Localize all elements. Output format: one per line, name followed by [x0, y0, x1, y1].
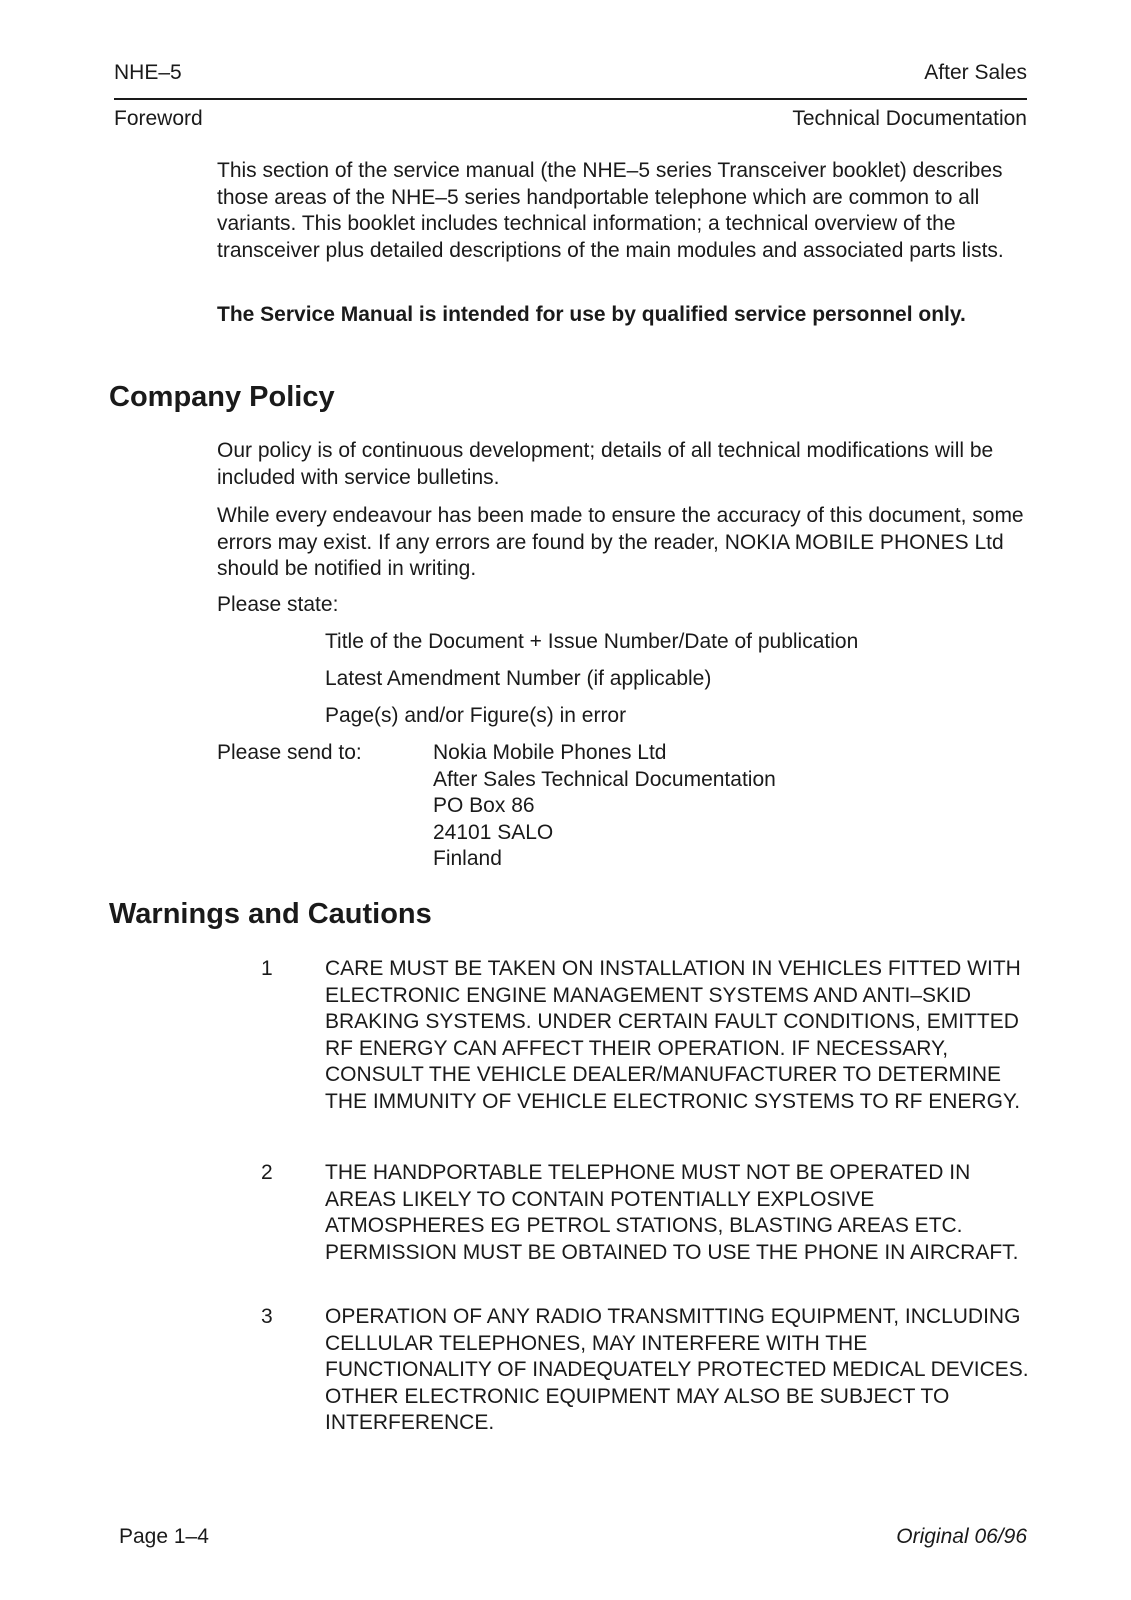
header-department: After Sales: [924, 61, 1027, 84]
company-policy-heading: Company Policy: [109, 381, 335, 413]
warning-text: THE HANDPORTABLE TELEPHONE MUST NOT BE OPERATED IN AREAS LIKELY TO CONTAIN POTENTIALLY EXPLOSIVE ATMOSPHERES EG PETROL STATIONS, BLASTING AREAS ETC. PERMISSION MUST BE OBTAINED TO USE THE PHONE IN AIRCRAFT.: [325, 1161, 1019, 1264]
warnings-heading: Warnings and Cautions: [109, 898, 432, 930]
address-line: PO Box 86: [433, 794, 535, 817]
state-item: Latest Amendment Number (if applicable): [325, 667, 712, 690]
intro-paragraph: This section of the service manual (the NHE–5 series Transceiver booklet) describes those areas of the NHE–5 series handportable telephone which are common to all variants. This booklet includes technical information; a technical overview of the transceiver plus detailed descriptions of the main modules and associated parts lists.: [217, 159, 1004, 262]
warning-text: OPERATION OF ANY RADIO TRANSMITTING EQUIPMENT, INCLUDING CELLULAR TELEPHONES, MAY INTERFERE WITH THE FUNCTIONALITY OF INADEQUATELY PROTECTED MEDICAL DEVICES. OTHER ELECTRONIC EQUIPMENT MAY ALSO BE SUBJECT TO INTERFERENCE.: [325, 1305, 1029, 1434]
warning-text: CARE MUST BE TAKEN ON INSTALLATION IN VEHICLES FITTED WITH ELECTRONIC ENGINE MANAGEMENT SYSTEMS AND ANTI–SKID BRAKING SYSTEMS. UNDER CERTAIN FAULT CONDITIONS, EMITTED RF ENERGY CAN AFFECT THEIR OPERATION. IF NECESSARY, CONSULT THE VEHICLE DEALER/MANUFACTURER TO DETERMINE THE IMMUNITY OF VEHICLE ELECTRONIC SYSTEMS TO RF ENERGY.: [325, 957, 1021, 1113]
address-line: Nokia Mobile Phones Ltd: [433, 741, 667, 764]
warning-number: 1: [261, 957, 273, 980]
footer-page-number: Page 1–4: [119, 1525, 209, 1548]
header-section: Foreword: [114, 107, 203, 130]
header-doc-type: Technical Documentation: [792, 107, 1027, 130]
intro-notice: The Service Manual is intended for use by qualified service personnel only.: [217, 303, 966, 326]
header-rule: [114, 98, 1027, 100]
policy-paragraph-2: While every endeavour has been made to ensure the accuracy of this document, some errors may exist. If any errors are found by the reader, NOKIA MOBILE PHONES Ltd should be notified in writing.: [217, 504, 1024, 580]
mailing-address: [433, 740, 776, 873]
state-item: Title of the Document + Issue Number/Date of publication: [325, 630, 859, 653]
warning-number: 2: [261, 1161, 273, 1184]
address-line: 24101 SALO: [433, 820, 554, 844]
state-item: Page(s) and/or Figure(s) in error: [325, 704, 627, 727]
header-model: NHE–5: [114, 61, 182, 84]
warning-number: 3: [261, 1305, 273, 1328]
send-to-label: Please send to:: [217, 741, 362, 764]
address-line: After Sales Technical Documentation: [433, 767, 776, 791]
policy-paragraph-1: Our policy is of continuous development; details of all technical modifications will be included with service bulletins.: [217, 439, 994, 489]
footer-edition: Original 06/96: [896, 1525, 1027, 1548]
address-line: Finland: [433, 847, 502, 870]
please-state-label: Please state:: [217, 593, 339, 616]
